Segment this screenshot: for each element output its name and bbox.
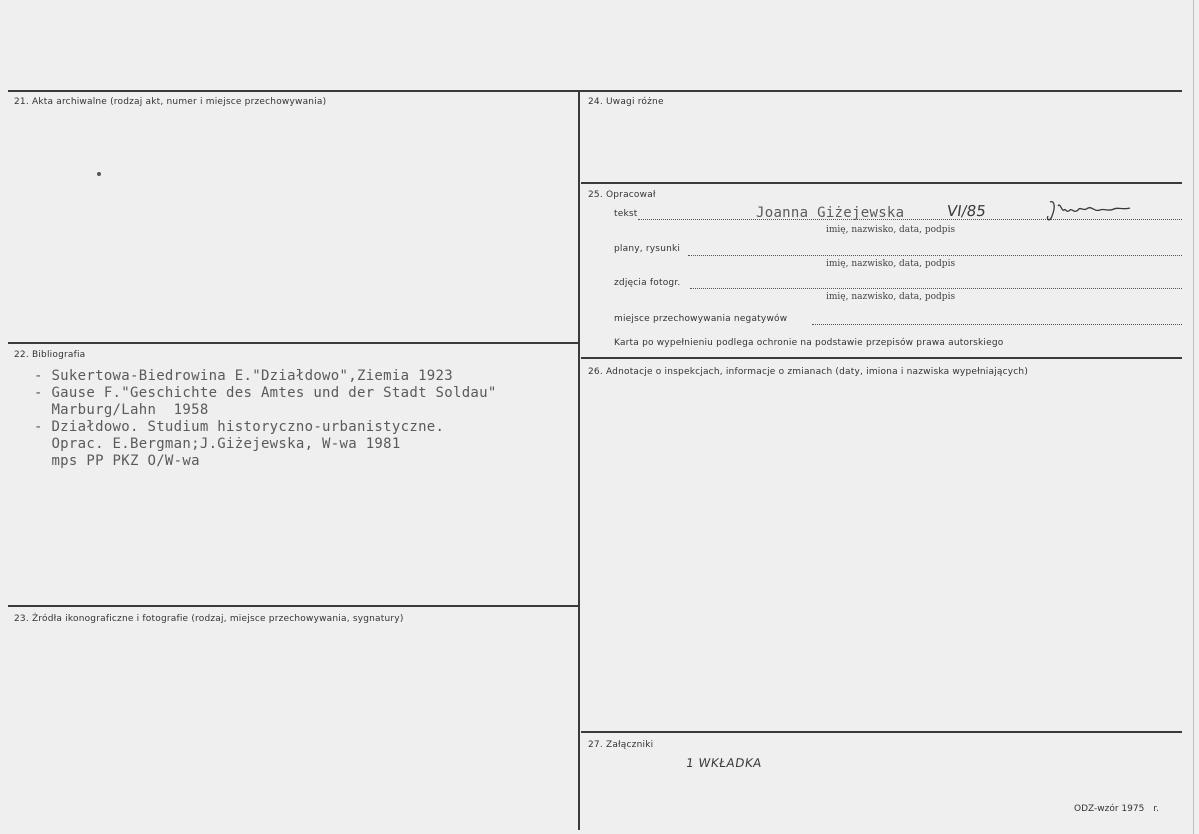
bibliography-line-2: - Gause F."Geschichte des Amtes und der Stadt Soldau" <box>34 385 497 401</box>
zdjecia-caption: imię, nazwisko, data, podpis <box>826 292 956 302</box>
zdjecia-label: zdjęcia fotogr. <box>614 278 681 288</box>
signature-mark <box>1044 198 1134 226</box>
center-divider <box>578 90 580 830</box>
section-21-label: 21. Akta archiwalne (rodzaj akt, numer i miejsce przechowywania) <box>14 97 327 107</box>
plany-line <box>688 255 1182 256</box>
copyright-note: Karta po wypełnieniu podlega ochronie na podstawie przepisów prawa autorskiego <box>614 338 1004 348</box>
form-code-suffix: r. <box>1153 804 1159 814</box>
ink-dot <box>97 172 101 176</box>
rule-25-26 <box>581 357 1182 359</box>
rule-24-25 <box>581 182 1182 184</box>
section-24-label: 24. Uwagi różne <box>588 97 664 107</box>
section-22-label: 22. Bibliografia <box>14 350 86 360</box>
plany-caption: imię, nazwisko, data, podpis <box>826 259 956 269</box>
bibliography-line-3: Marburg/Lahn 1958 <box>34 402 209 418</box>
plany-label: plany, rysunki <box>614 244 681 254</box>
bibliography-line-4: - Działdowo. Studium historyczno-urbanistyczne. <box>34 419 445 435</box>
bibliography-line-6: mps PP PKZ O/W-wa <box>34 453 200 469</box>
negatywy-line <box>812 324 1182 325</box>
bibliography-line-1: - Sukertowa-Biedrowina E."Działdowo",Ziemia 1923 <box>34 368 453 384</box>
tekst-date: VI/85 <box>945 202 988 220</box>
tekst-label: tekst <box>614 209 638 219</box>
section-23-label: 23. Źródła ikonograficzne i fotografie (rodzaj, miejsce przechowywania, sygnatury) <box>14 614 404 624</box>
form-code <box>1074 804 1159 814</box>
tekst-caption: imię, nazwisko, data, podpis <box>826 225 956 235</box>
bibliography-line-5: Oprac. E.Bergman;J.Giżejewska, W-wa 1981 <box>34 436 401 452</box>
tekst-author: Joanna Giżejewska <box>756 205 905 221</box>
rule-22-23 <box>8 605 578 607</box>
section-26-label: 26. Adnotacje o inspekcjach, informacje o zmianach (daty, imiona i nazwiska wypełniających) <box>588 367 1029 377</box>
right-edge <box>1193 0 1194 834</box>
zdjecia-line <box>690 288 1182 289</box>
negatywy-label: miejsce przechowywania negatywów <box>614 314 788 324</box>
top-rule <box>8 90 1182 92</box>
form-code-text: ODZ-wzór 1975 <box>1074 804 1145 814</box>
rule-26-27 <box>581 731 1182 733</box>
attachments-value: 1 WKŁADKA <box>685 756 763 770</box>
section-27-label: 27. Załączniki <box>588 740 654 750</box>
section-25-label: 25. Opracował <box>588 190 656 200</box>
rule-21-22 <box>8 342 578 344</box>
